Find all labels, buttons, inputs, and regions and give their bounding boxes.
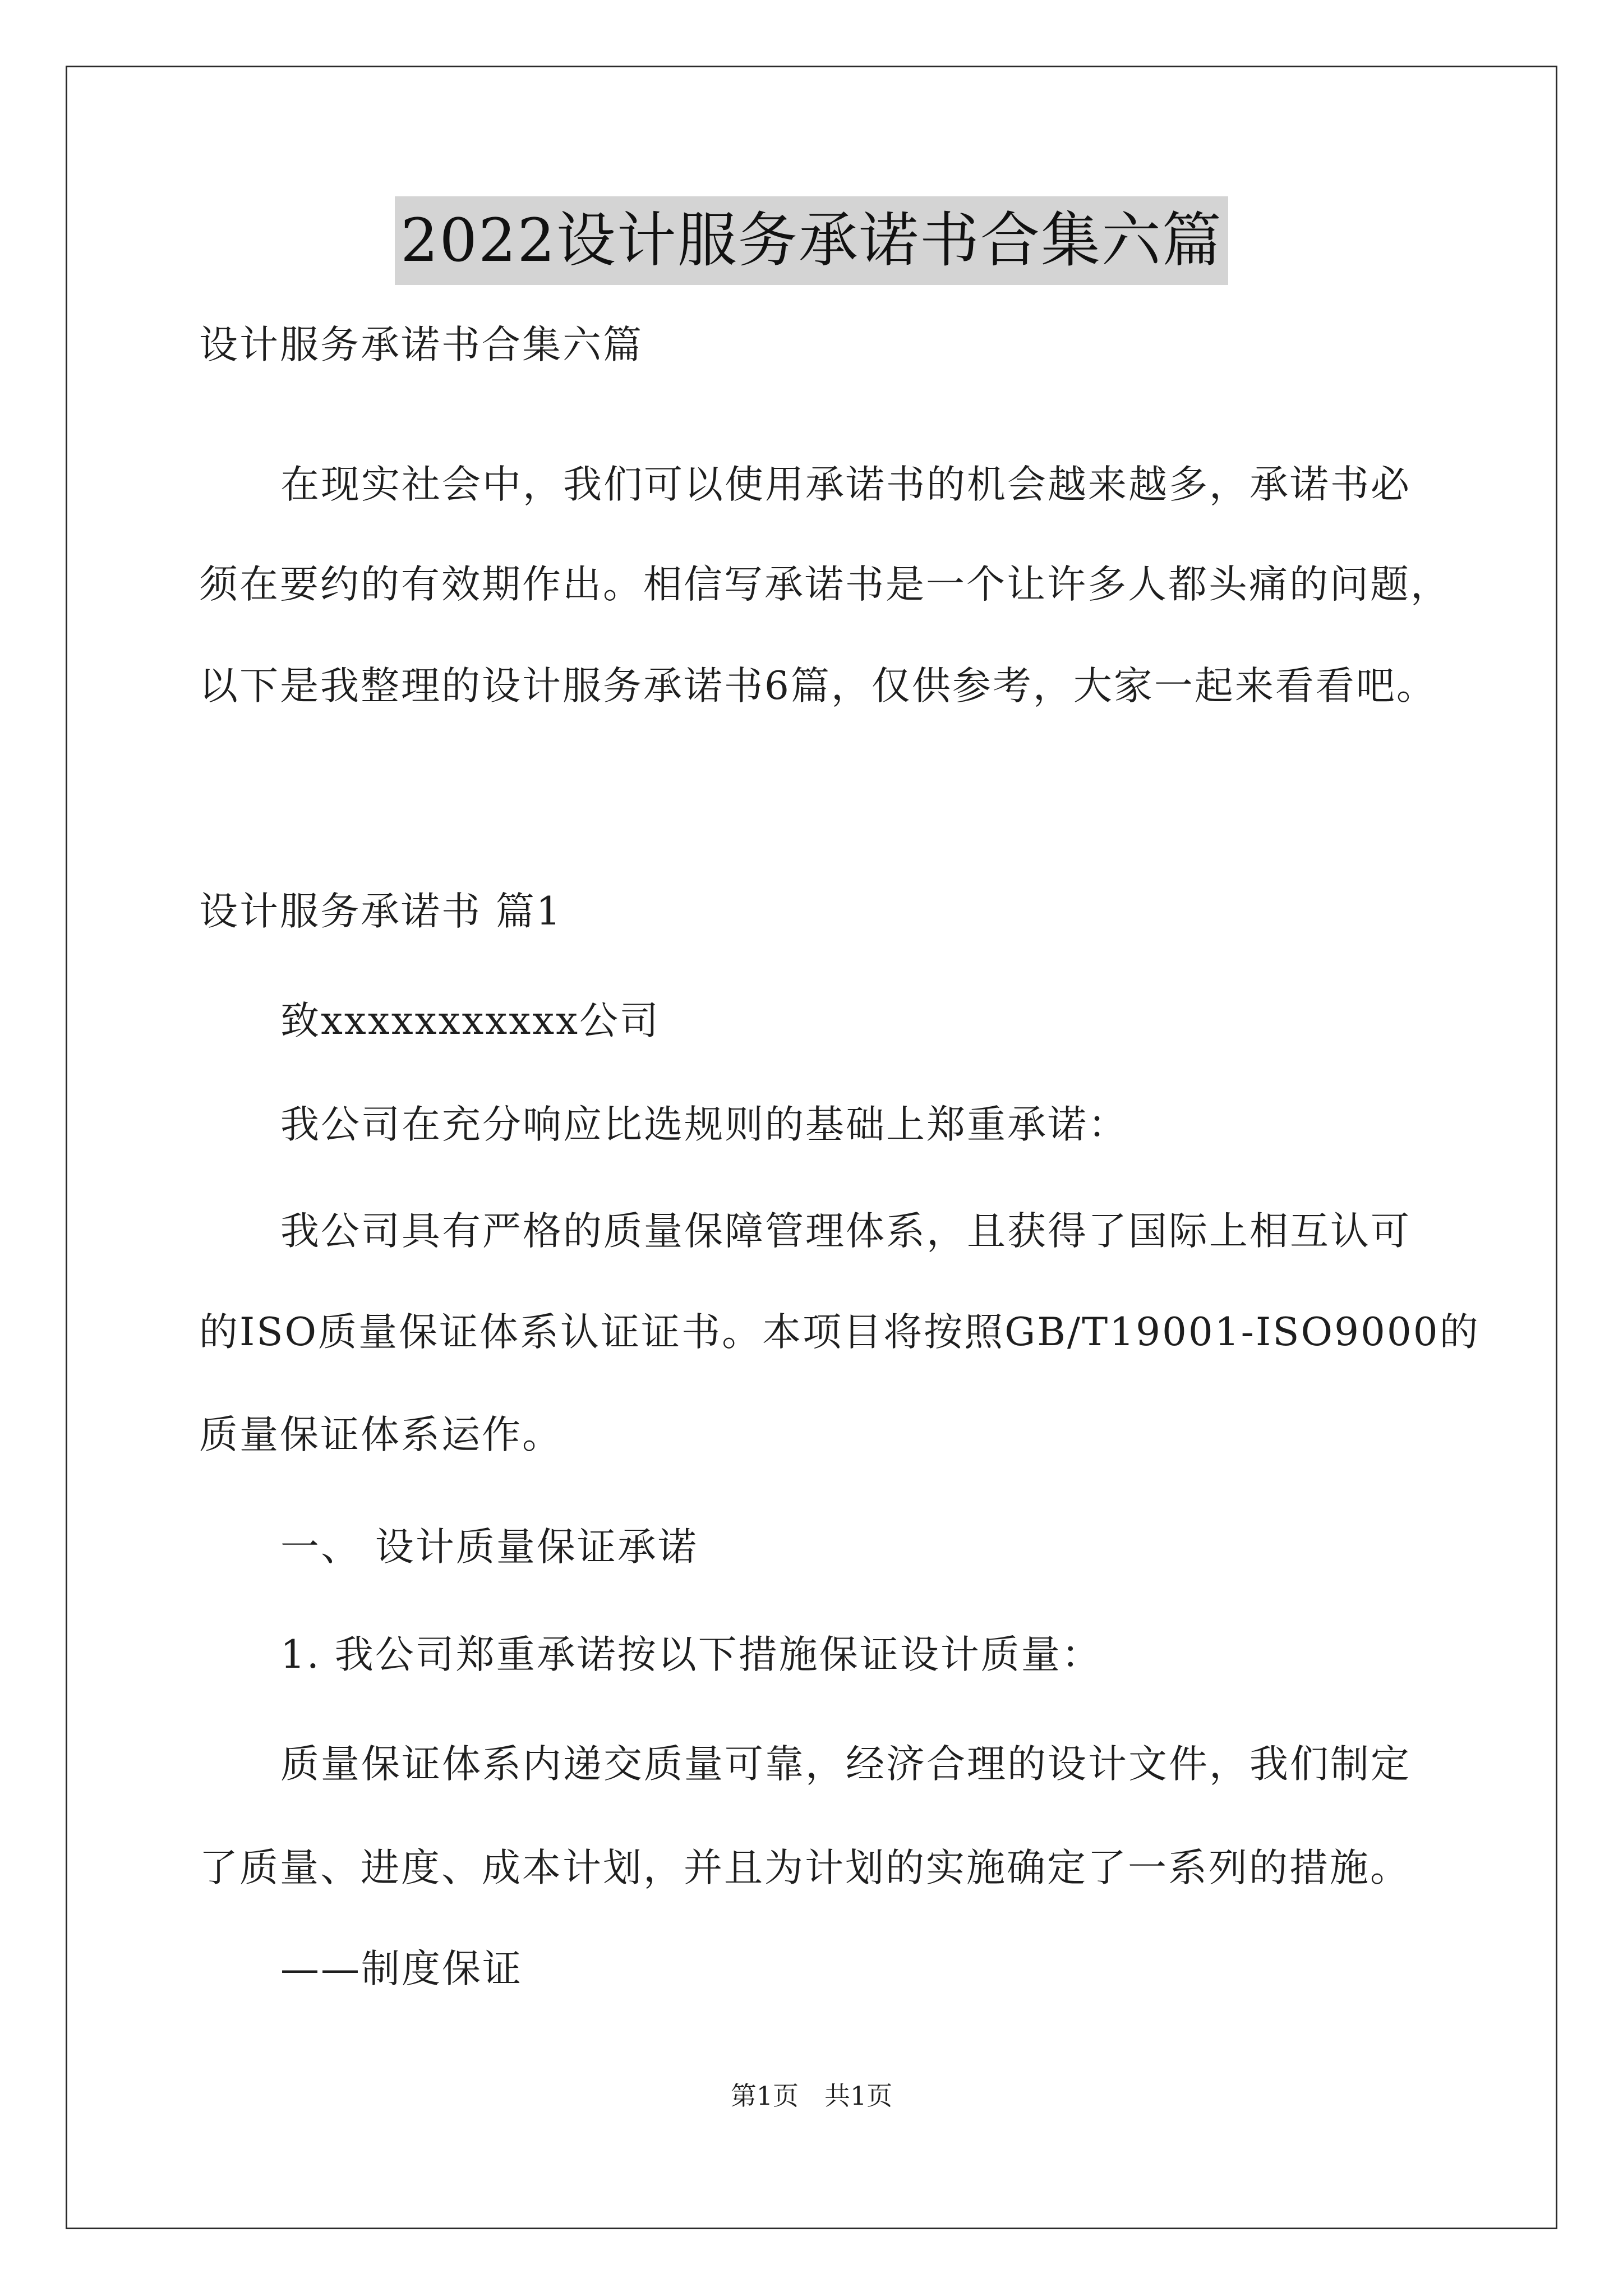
measures-line-1: 质量保证体系内递交质量可靠，经济合理的设计文件，我们制定 (280, 1742, 1411, 1787)
page-footer: 第1页 共1页 (730, 2081, 893, 2111)
section-heading: 设计服务承诺书 篇1 (199, 889, 562, 934)
item-one-point-1: 1. 我公司郑重承诺按以下措施保证设计质量： (280, 1632, 1102, 1677)
title-area (0, 196, 1623, 285)
document-title: 2022设计服务承诺书合集六篇 (395, 196, 1228, 285)
quality-line-3: 质量保证体系运作。 (199, 1412, 562, 1457)
intro-line-3: 以下是我整理的设计服务承诺书6篇，仅供参考，大家一起来看看吧。 (199, 664, 1437, 708)
addressee: 致xxxxxxxxxxx公司 (280, 999, 661, 1043)
item-one-heading: 一、 设计质量保证承诺 (280, 1525, 698, 1570)
quality-line-1: 我公司具有严格的质量保障管理体系，且获得了国际上相互认可 (280, 1209, 1411, 1254)
quality-line-2: 的ISO质量保证体系认证证书。本项目将按照GB/T19001-ISO9000的 (199, 1310, 1480, 1355)
pledge-intro: 我公司在充分响应比选规则的基础上郑重承诺： (280, 1102, 1128, 1147)
intro-line-2: 须在要约的有效期作出。相信写承诺书是一个让许多人都头痛的问题， (199, 562, 1451, 607)
intro-line-1: 在现实社会中，我们可以使用承诺书的机会越来越多，承诺书必 (280, 462, 1411, 507)
system-guarantee: ——制度保证 (280, 1947, 523, 1991)
document-subtitle: 设计服务承诺书合集六篇 (199, 323, 643, 367)
measures-line-2: 了质量、进度、成本计划，并且为计划的实施确定了一系列的措施。 (199, 1846, 1410, 1890)
